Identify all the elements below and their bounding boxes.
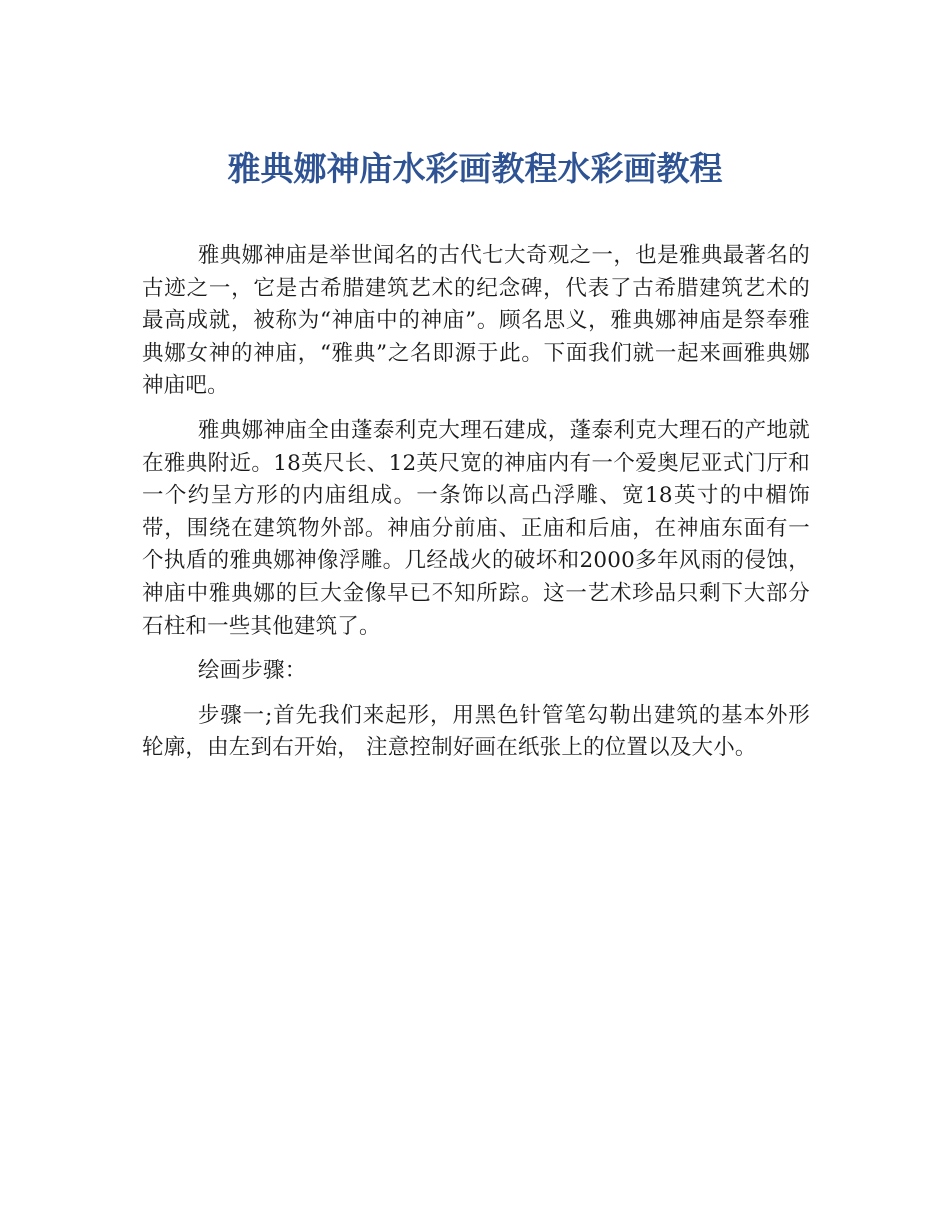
paragraph-intro: 雅典娜神庙是举世闻名的古代七大奇观之一，也是雅典最著名的古迹之一，它是古希腊建筑艺术的纪念碑，代表了古希腊建筑艺术的最高成就，被称为“神庙中的神庙”。顾名思义，雅典娜神庙是祭奉雅典娜女神的神庙，“雅典”之名即源于此。下面我们就一起来画雅典娜神庙吧。 — [142, 243, 810, 399]
paragraph-history: 雅典娜神庙全由蓬泰利克大理石建成，蓬泰利克大理石的产地就在雅典附近。18英尺长、12英尺宽的神庙内有一个爱奥尼亚式门厅和一个约呈方形的内庙组成。一条饰以高凸浮雕、宽18英寸的中楣饰带，围绕在建筑物外部。神庙分前庙、正庙和后庙，在神庙东面有一个执盾的雅典娜神像浮雕。几经战火的破坏和2000多年风雨的侵蚀，神庙中雅典娜的巨大金像早已不知所踪。这一艺术珍品只剩下大部分石柱和一些其他建筑了。 — [142, 417, 810, 639]
document-title: 雅典娜神庙水彩画教程水彩画教程 — [227, 149, 723, 188]
paragraph-step-one: 步骤一;首先我们来起形，用黑色针管笔勾勒出建筑的基本外形轮廓，由左到右开始， 注意控制好画在纸张上的位置以及大小。 — [142, 702, 810, 761]
document-body — [142, 240, 810, 777]
paragraph-steps-heading: 绘画步骤： — [197, 658, 307, 684]
